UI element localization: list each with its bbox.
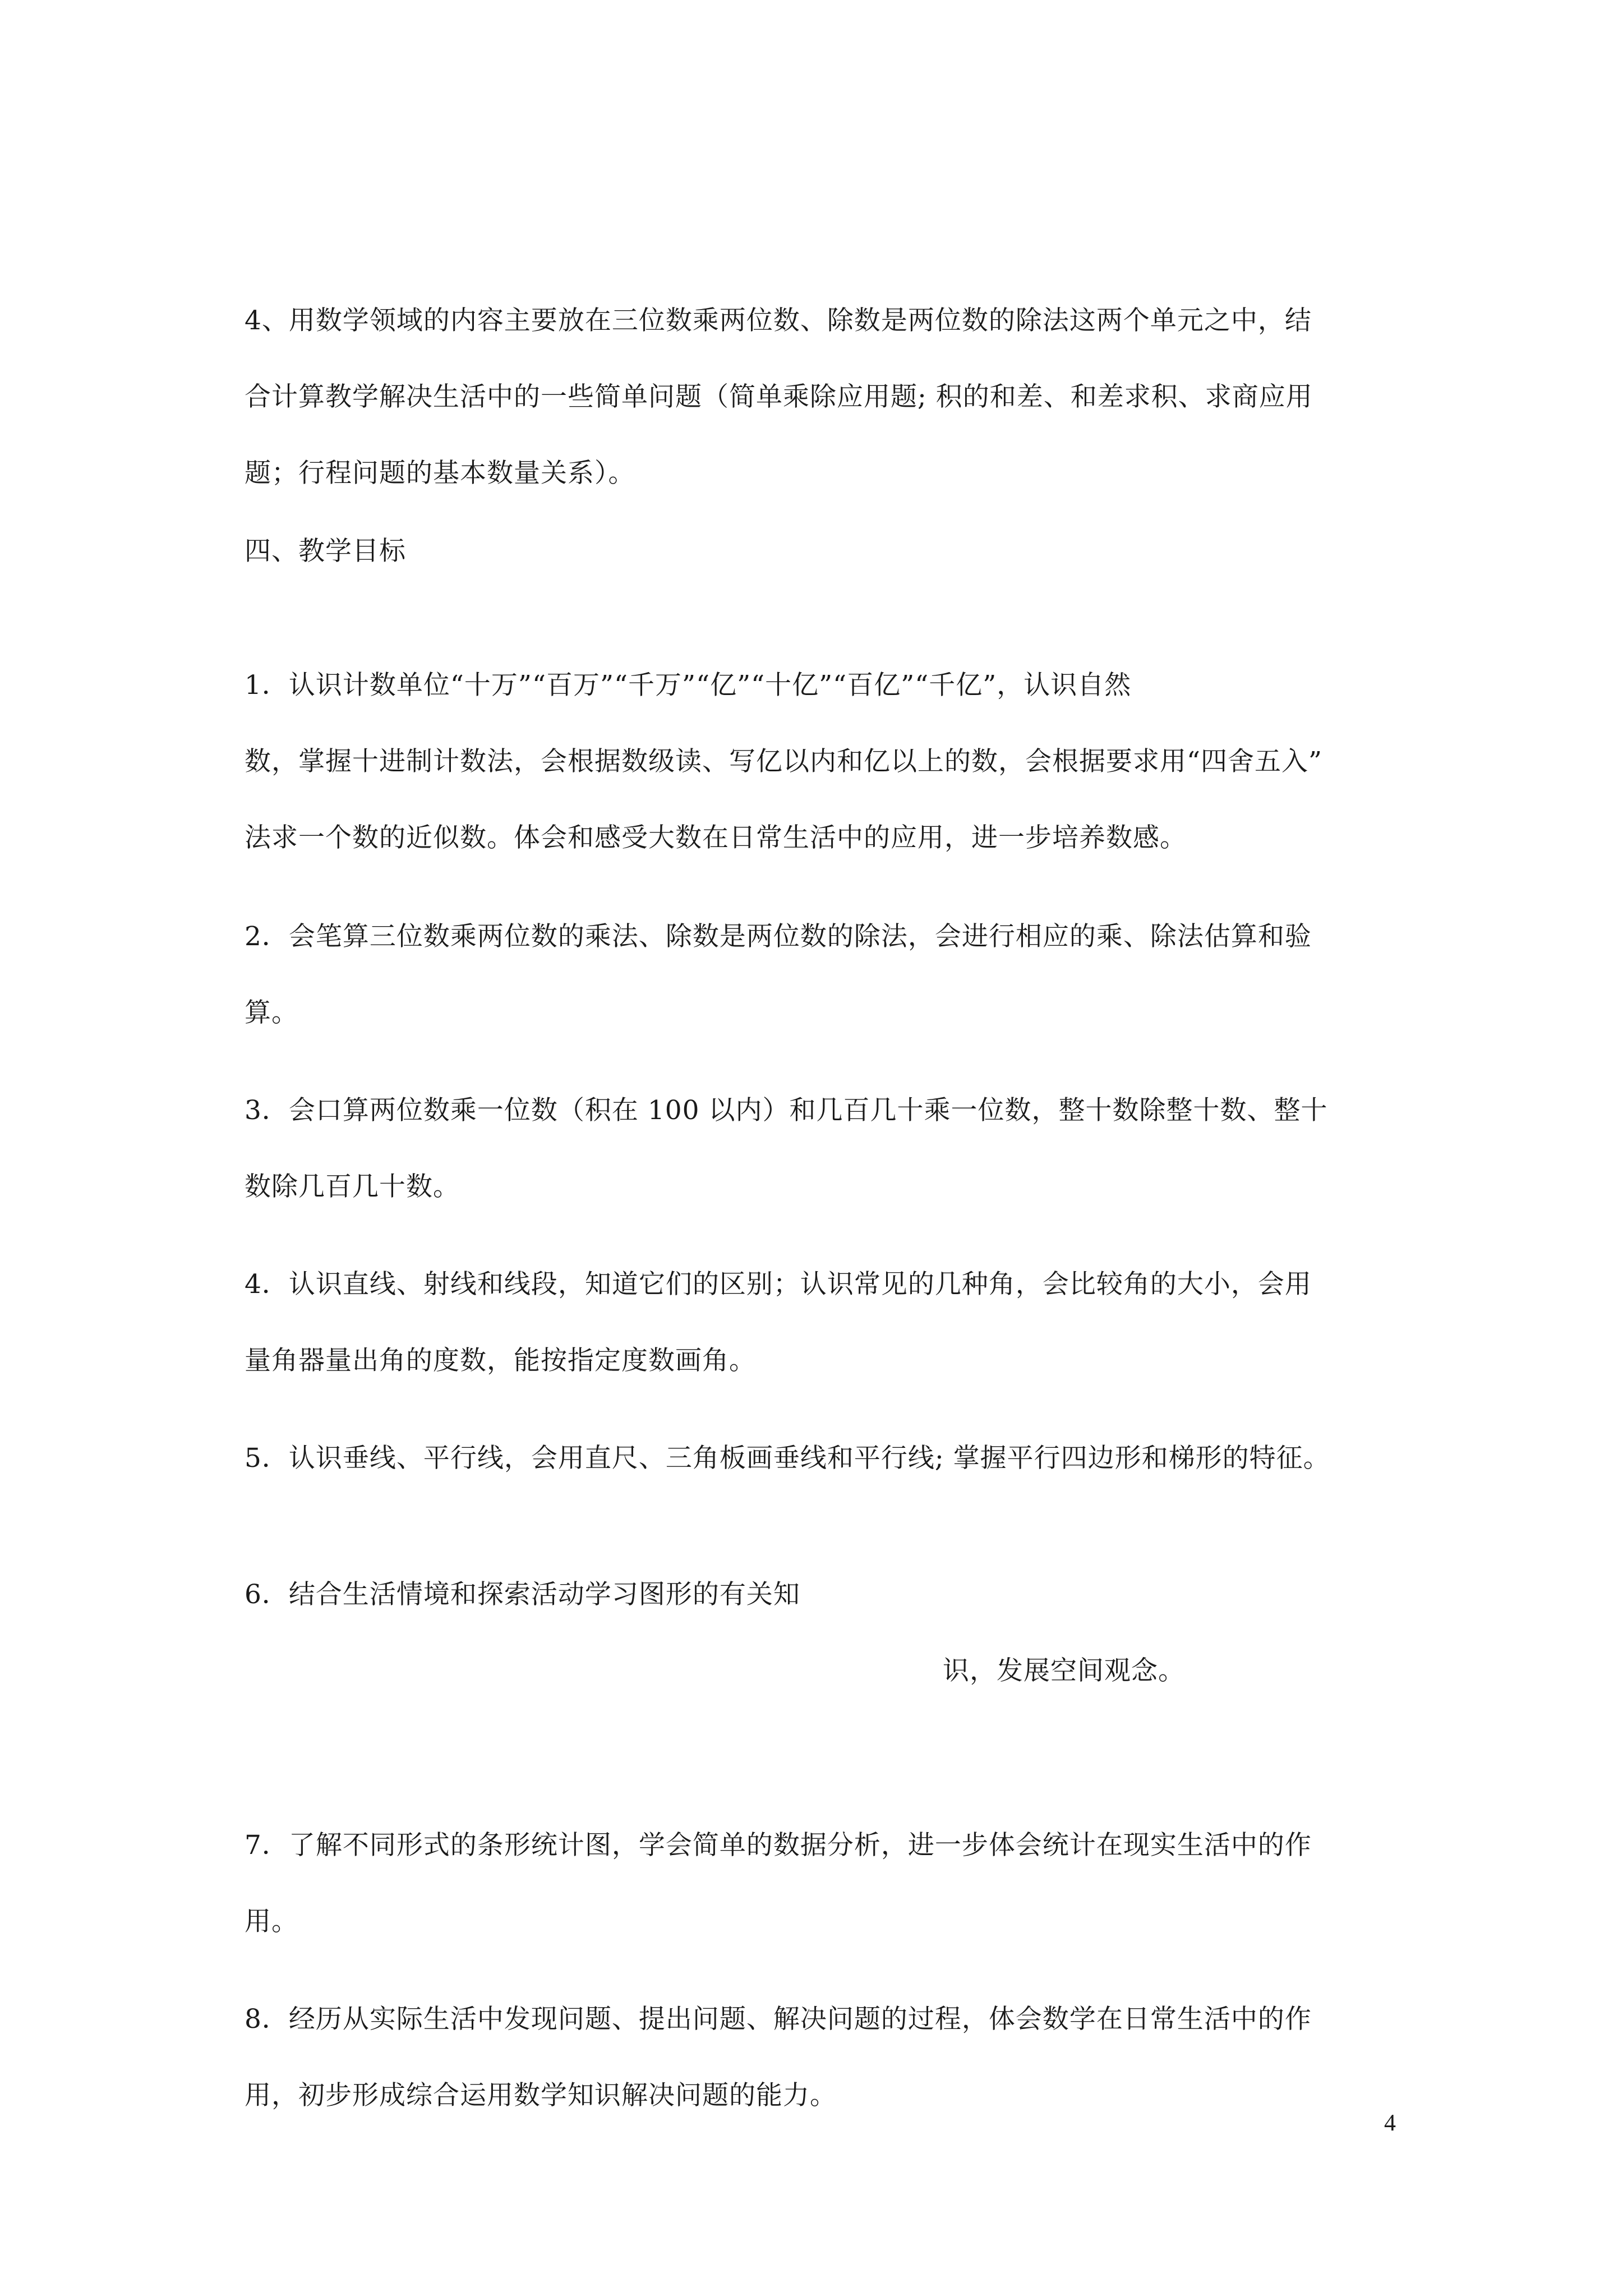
text-line: 5．认识垂线、平行线，会用直尺、三角板画垂线和平行线; 掌握平行四边形和梯形的特征。 bbox=[245, 1443, 1330, 1474]
goal-item-7 bbox=[245, 1807, 1400, 1960]
text-line: 量角器量出角的度数，能按指定度数画角。 bbox=[245, 1345, 756, 1376]
goal-item-6 bbox=[245, 1557, 1400, 1709]
text-line: 算。 bbox=[245, 997, 298, 1028]
section-heading bbox=[245, 513, 1400, 590]
text-line: 4、用数学领域的内容主要放在三位数乘两位数、除数是两位数的除法这两个单元之中，结 bbox=[245, 305, 1312, 336]
text-line: 法求一个数的近似数。体会和感受大数在日常生活中的应用，进一步培养数感。 bbox=[245, 822, 1187, 853]
text-line: 用，初步形成综合运用数学知识解决问题的能力。 bbox=[245, 2080, 837, 2111]
goal-item-2 bbox=[245, 899, 1400, 1051]
page-number: 4 bbox=[1384, 2110, 1396, 2136]
heading-text: 四、教学目标 bbox=[245, 536, 406, 567]
goal-item-3 bbox=[245, 1073, 1400, 1225]
text-line: 合计算教学解决生活中的一些简单问题（简单乘除应用题; 积的和差、和差求积、求商应用 bbox=[245, 381, 1313, 412]
text-line: 8．经历从实际生活中发现问题、提出问题、解决问题的过程，体会数学在日常生活中的作 bbox=[245, 2004, 1312, 2035]
goal-item-4 bbox=[245, 1246, 1400, 1399]
text-line: 用。 bbox=[245, 1906, 298, 1937]
goal-item-1 bbox=[245, 647, 1400, 876]
text-line: 6．结合生活情境和探索活动学习图形的有关知 bbox=[245, 1579, 800, 1610]
text-line: 4．认识直线、射线和线段，知道它们的区别；认识常见的几种角，会比较角的大小，会用 bbox=[245, 1269, 1312, 1300]
paragraph-content-4 bbox=[245, 283, 1400, 512]
text-line: 题；行程问题的基本数量关系）。 bbox=[245, 458, 635, 489]
goal-item-8 bbox=[245, 1981, 1400, 2134]
text-line: 7．了解不同形式的条形统计图，学会简单的数据分析，进一步体会统计在现实生活中的作 bbox=[245, 1830, 1312, 1861]
text-line: 数除几百几十数。 bbox=[245, 1171, 460, 1202]
text-line: 数，掌握十进制计数法，会根据数级读、写亿以内和亿以上的数，会根据要求用“四舍五入” bbox=[245, 746, 1323, 777]
goal-item-5 bbox=[245, 1420, 1400, 1497]
text-line: 1．认识计数单位“十万”“百万”“千万”“亿”“十亿”“百亿”“千亿”，认识自然 bbox=[245, 670, 1132, 701]
text-line: 3．会口算两位数乘一位数（积在 100 以内）和几百几十乘一位数，整十数除整十数、整十 bbox=[245, 1095, 1328, 1126]
text-line-indented: 识，发展空间观念。 bbox=[943, 1655, 1185, 1686]
text-line: 2．会笔算三位数乘两位数的乘法、除数是两位数的除法，会进行相应的乘、除法估算和验 bbox=[245, 921, 1312, 952]
